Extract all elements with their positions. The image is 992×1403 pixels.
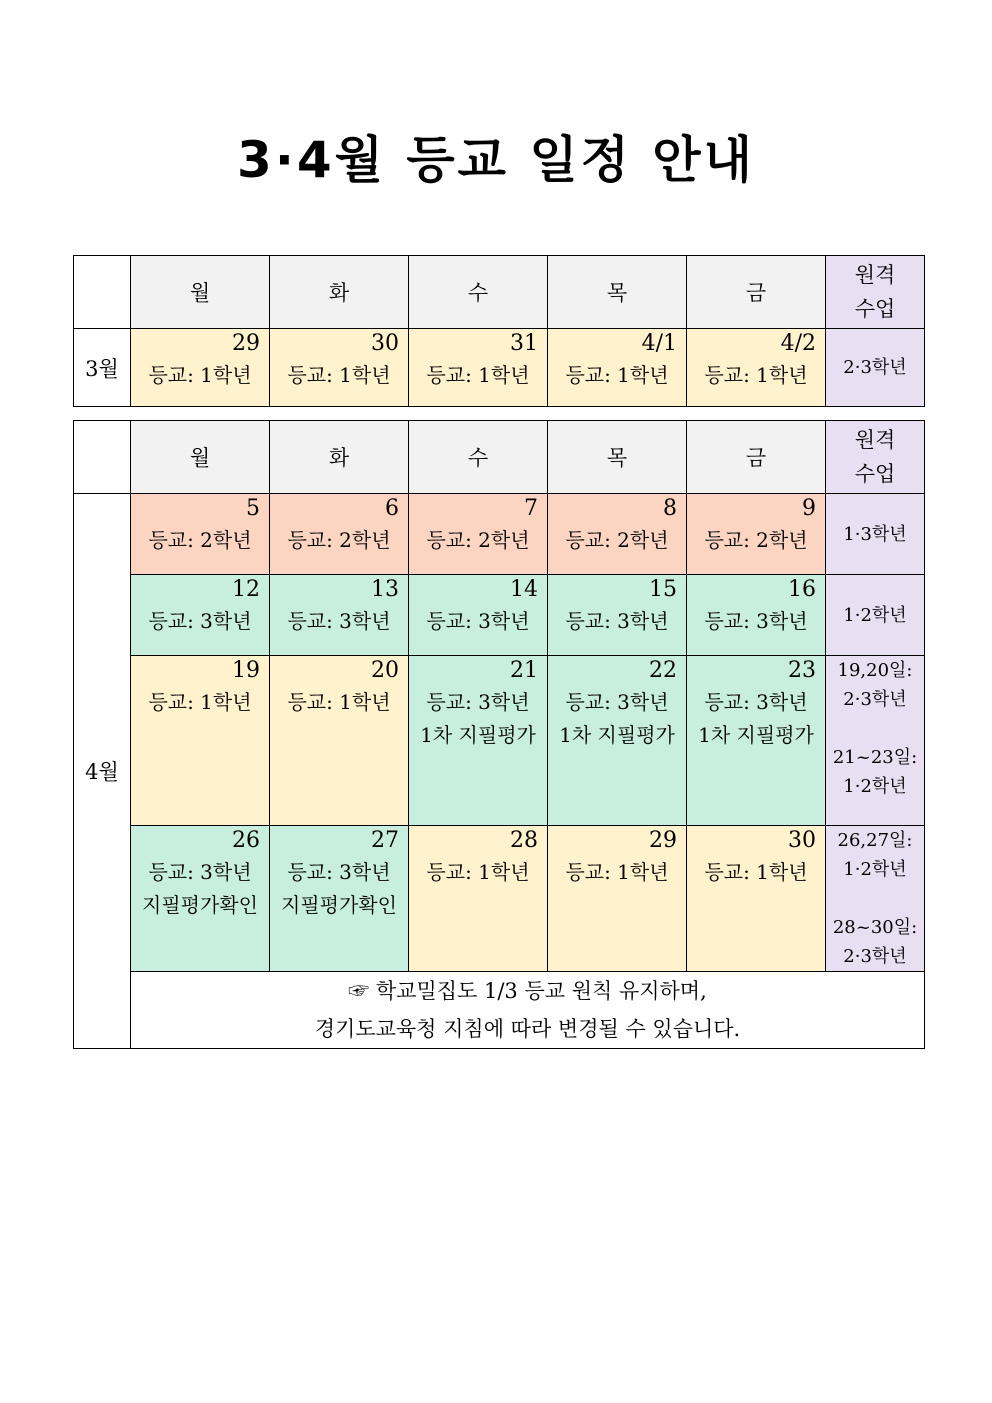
day-cell xyxy=(270,826,409,972)
day-cell xyxy=(409,494,548,575)
corner-cell xyxy=(74,256,131,329)
day-number: 30 xyxy=(788,828,816,853)
weekday-header-mon: 월 xyxy=(131,256,270,329)
march-schedule-table xyxy=(73,255,925,407)
weekday-header-wed: 수 xyxy=(409,421,548,494)
day-number: 6 xyxy=(385,496,399,521)
day-number: 28 xyxy=(510,828,538,853)
month-label-march: 3월 xyxy=(74,329,131,407)
attendance-text: 등교: 2학년 xyxy=(148,528,252,552)
day-number: 4/1 xyxy=(641,331,677,356)
day-cell xyxy=(409,826,548,972)
exam-check-text: 지필평가확인 xyxy=(142,893,258,917)
day-cell xyxy=(548,329,687,407)
day-cell xyxy=(270,575,409,656)
attendance-text: 등교: 3학년 xyxy=(287,860,391,884)
attendance-text: 등교: 3학년 xyxy=(148,860,252,884)
attendance-text: 등교: 1학년 xyxy=(565,860,669,884)
day-cell xyxy=(270,329,409,407)
day-cell xyxy=(131,329,270,407)
day-cell xyxy=(131,494,270,575)
april-schedule-table xyxy=(73,420,925,1049)
weekday-header-thu: 목 xyxy=(548,421,687,494)
attendance-text: 등교: 2학년 xyxy=(565,528,669,552)
weekday-header-thu: 목 xyxy=(548,256,687,329)
day-cell xyxy=(687,826,826,972)
page-title: 3·4월 등교 일정 안내 xyxy=(237,131,755,189)
remote-class-cell: 1·3학년 xyxy=(826,494,925,575)
attendance-text: 등교: 1학년 xyxy=(287,690,391,714)
day-number: 26 xyxy=(232,828,260,853)
day-cell xyxy=(409,656,548,826)
attendance-text: 등교: 3학년 xyxy=(565,609,669,633)
day-number: 29 xyxy=(232,331,260,356)
attendance-text: 등교: 1학년 xyxy=(426,860,530,884)
attendance-text: 등교: 3학년 xyxy=(704,609,808,633)
corner-cell xyxy=(74,421,131,494)
weekday-header-mon: 월 xyxy=(131,421,270,494)
day-number: 21 xyxy=(510,658,538,683)
attendance-text: 등교: 2학년 xyxy=(426,528,530,552)
weekday-header-tue: 화 xyxy=(270,421,409,494)
day-number: 15 xyxy=(649,577,677,602)
remote-class-cell: 19,20일: 2·3학년 21~23일: 1·2학년 xyxy=(826,656,925,826)
attendance-text: 등교: 1학년 xyxy=(148,363,252,387)
attendance-text: 등교: 3학년 xyxy=(704,690,808,714)
attendance-text: 등교: 3학년 xyxy=(287,609,391,633)
notice-box xyxy=(131,972,925,1049)
notice-line-1: ☞ 학교밀집도 1/3 등교 원칙 유지하며, xyxy=(348,979,707,1003)
day-cell xyxy=(270,494,409,575)
day-cell xyxy=(687,656,826,826)
day-number: 13 xyxy=(371,577,399,602)
remote-class-cell: 2·3학년 xyxy=(826,329,925,407)
day-cell xyxy=(270,656,409,826)
day-number: 4/2 xyxy=(780,331,816,356)
day-cell xyxy=(131,575,270,656)
day-number: 29 xyxy=(649,828,677,853)
attendance-text: 등교: 2학년 xyxy=(704,528,808,552)
day-cell xyxy=(687,329,826,407)
notice-line-2: 경기도교육청 지침에 따라 변경될 수 있습니다. xyxy=(314,1017,741,1041)
remote-class-header: 원격 수업 xyxy=(826,421,925,494)
attendance-text: 등교: 1학년 xyxy=(287,363,391,387)
exam-text: 1차 지필평가 xyxy=(698,723,814,747)
day-cell xyxy=(409,575,548,656)
remote-class-header: 원격 수업 xyxy=(826,256,925,329)
day-number: 8 xyxy=(663,496,677,521)
day-cell xyxy=(687,494,826,575)
attendance-text: 등교: 1학년 xyxy=(704,860,808,884)
attendance-text: 등교: 3학년 xyxy=(565,690,669,714)
attendance-text: 등교: 3학년 xyxy=(426,690,530,714)
day-number: 14 xyxy=(510,577,538,602)
exam-text: 1차 지필평가 xyxy=(559,723,675,747)
day-number: 30 xyxy=(371,331,399,356)
month-label-april: 4월 xyxy=(74,494,131,1049)
weekday-header-tue: 화 xyxy=(270,256,409,329)
remote-class-cell: 1·2학년 xyxy=(826,575,925,656)
day-number: 7 xyxy=(524,496,538,521)
remote-class-cell: 26,27일: 1·2학년 28~30일: 2·3학년 xyxy=(826,826,925,972)
exam-text: 1차 지필평가 xyxy=(420,723,536,747)
day-cell xyxy=(548,826,687,972)
day-number: 16 xyxy=(788,577,816,602)
day-number: 5 xyxy=(246,496,260,521)
attendance-text: 등교: 3학년 xyxy=(148,609,252,633)
day-cell xyxy=(548,494,687,575)
attendance-text: 등교: 1학년 xyxy=(565,363,669,387)
exam-check-text: 지필평가확인 xyxy=(281,893,397,917)
weekday-header-fri: 금 xyxy=(687,256,826,329)
day-cell xyxy=(131,826,270,972)
day-cell xyxy=(548,575,687,656)
day-number: 20 xyxy=(371,658,399,683)
day-number: 23 xyxy=(788,658,816,683)
day-cell xyxy=(131,656,270,826)
day-cell xyxy=(409,329,548,407)
weekday-header-wed: 수 xyxy=(409,256,548,329)
attendance-text: 등교: 3학년 xyxy=(426,609,530,633)
attendance-text: 등교: 1학년 xyxy=(426,363,530,387)
day-number: 12 xyxy=(232,577,260,602)
day-number: 22 xyxy=(649,658,677,683)
day-number: 27 xyxy=(371,828,399,853)
attendance-text: 등교: 1학년 xyxy=(148,690,252,714)
day-cell xyxy=(548,656,687,826)
day-number: 19 xyxy=(232,658,260,683)
weekday-header-fri: 금 xyxy=(687,421,826,494)
attendance-text: 등교: 2학년 xyxy=(287,528,391,552)
attendance-text: 등교: 1학년 xyxy=(704,363,808,387)
day-cell xyxy=(687,575,826,656)
day-number: 9 xyxy=(802,496,816,521)
day-number: 31 xyxy=(510,331,538,356)
